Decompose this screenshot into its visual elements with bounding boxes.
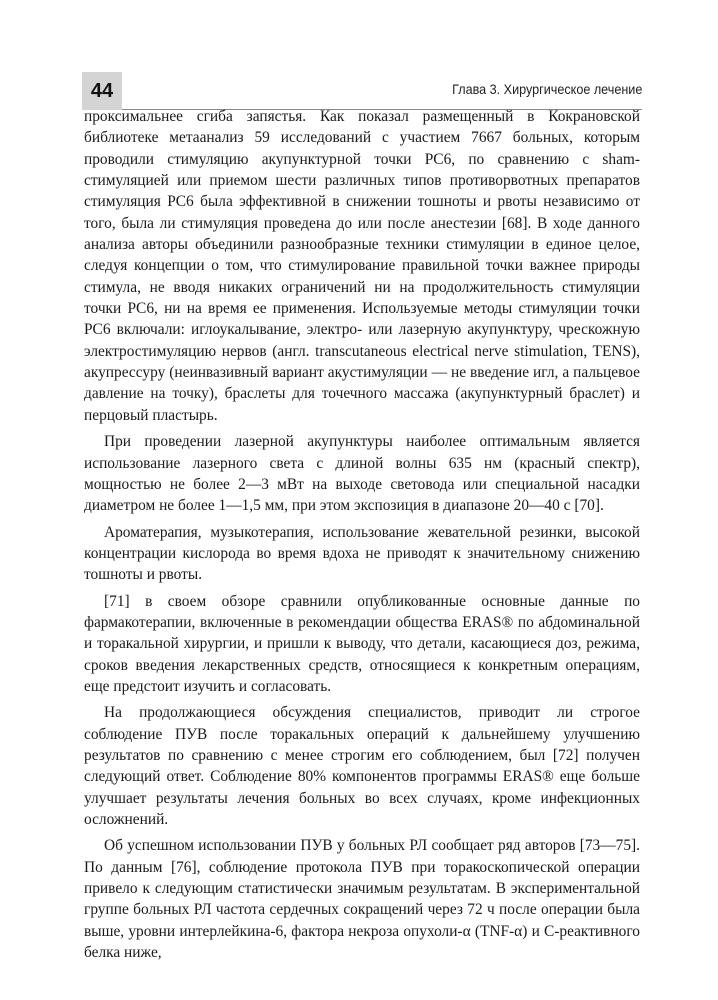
running-title: Глава 3. Хирургическое лечение — [451, 81, 642, 97]
page-header — [82, 72, 642, 110]
paragraph: Об успешном использовании ПУВ у больных РЛ сообщает ряд авторов [73—75]. По данным [76], соблюдение протокола ПУВ при торакоскопической операции привело к следующим статистически значимым результатам. В экспериментальной группе больных РЛ частота сердечных сокращений через 72 ч после операции была выше, уровни интерлейкина-6, фактора некроза опухоли-α (TNF-α) и С-реактивного белка ниже, — [84, 837, 640, 962]
body-text — [84, 106, 640, 963]
paragraph: На продолжающиеся обсуждения специалистов, приводит ли строгое соблюдение ПУВ после торакальных операций к дальнейшему улучшению результатов по сравнению с менее строгим его соблюдением, был [72] получен следующий ответ. Соблюдение 80% компонентов программы ERAS® еще больше улучшает результаты лечения больных во всех случаях, кроме инфекционных осложнений. — [84, 704, 640, 828]
paragraph: [71] в своем обзоре сравнили опубликованные основные данные по фармакотерапии, включенные в рекомендации общества ERAS® по абдоминальной и торакальной хирургии, и пришли к выводу, что детали, касающиеся доз, режима, сроков введения лекарственных средств, относящиеся к конкретным операциям, еще предстоит изучить и согласовать. — [84, 592, 640, 695]
page-number: 44 — [82, 72, 122, 110]
paragraph: Ароматерапия, музыкотерапия, использование жевательной резинки, высокой концентрации кислорода во время вдоха не приводят к значительному снижению тошноты и рвоты. — [84, 523, 640, 584]
paragraph: проксимальнее сгиба запястья. Как показал размещенный в Кокрановской библиотеке метаанализ 59 исследований с участием 7667 больных, которым проводили стимуляцию акупунктурной точки PC6, по сравнению с sham-стимуляцией или приемом шести различных типов противорвотных препаратов стимуляция PC6 была эффективной в снижении тошноты и рвоты независимо от того, была ли стимуляция проведена до или после анестезии [68]. В ходе данного анализа авторы объединили разнообразные техники стимуляции в единое целое, следуя концепции о том, что стимулирование правильной точки важнее природы стимула, не вводя никаких ограничений ни на продолжительность стимуляции точки PC6, ни на время ее применения. Используемые методы стимуляции точки PC6 включали: иглоукалывание, электро- или лазерную акупунктуру, чрескожную электростимуляцию нервов (англ. transcutaneous electrical nerve stimulation, TENS), акупрессуру (неинвазивный вариант акустимуляции — не введение игл, а пальцевое давление на точку), браслеты для точечного массажа (акупунктурный браслет) и перцовый пластырь. — [84, 108, 640, 424]
paragraph: При проведении лазерной акупунктуры наиболее оптимальным является использование лазерного света с длиной волны 635 нм (красный спектр), мощностью не более 2—3 мВт на выходе световода или специальной насадки диаметром не более 1—1,5 мм, при этом экспозиция в диапазоне 20—40 с [70]. — [84, 433, 640, 515]
